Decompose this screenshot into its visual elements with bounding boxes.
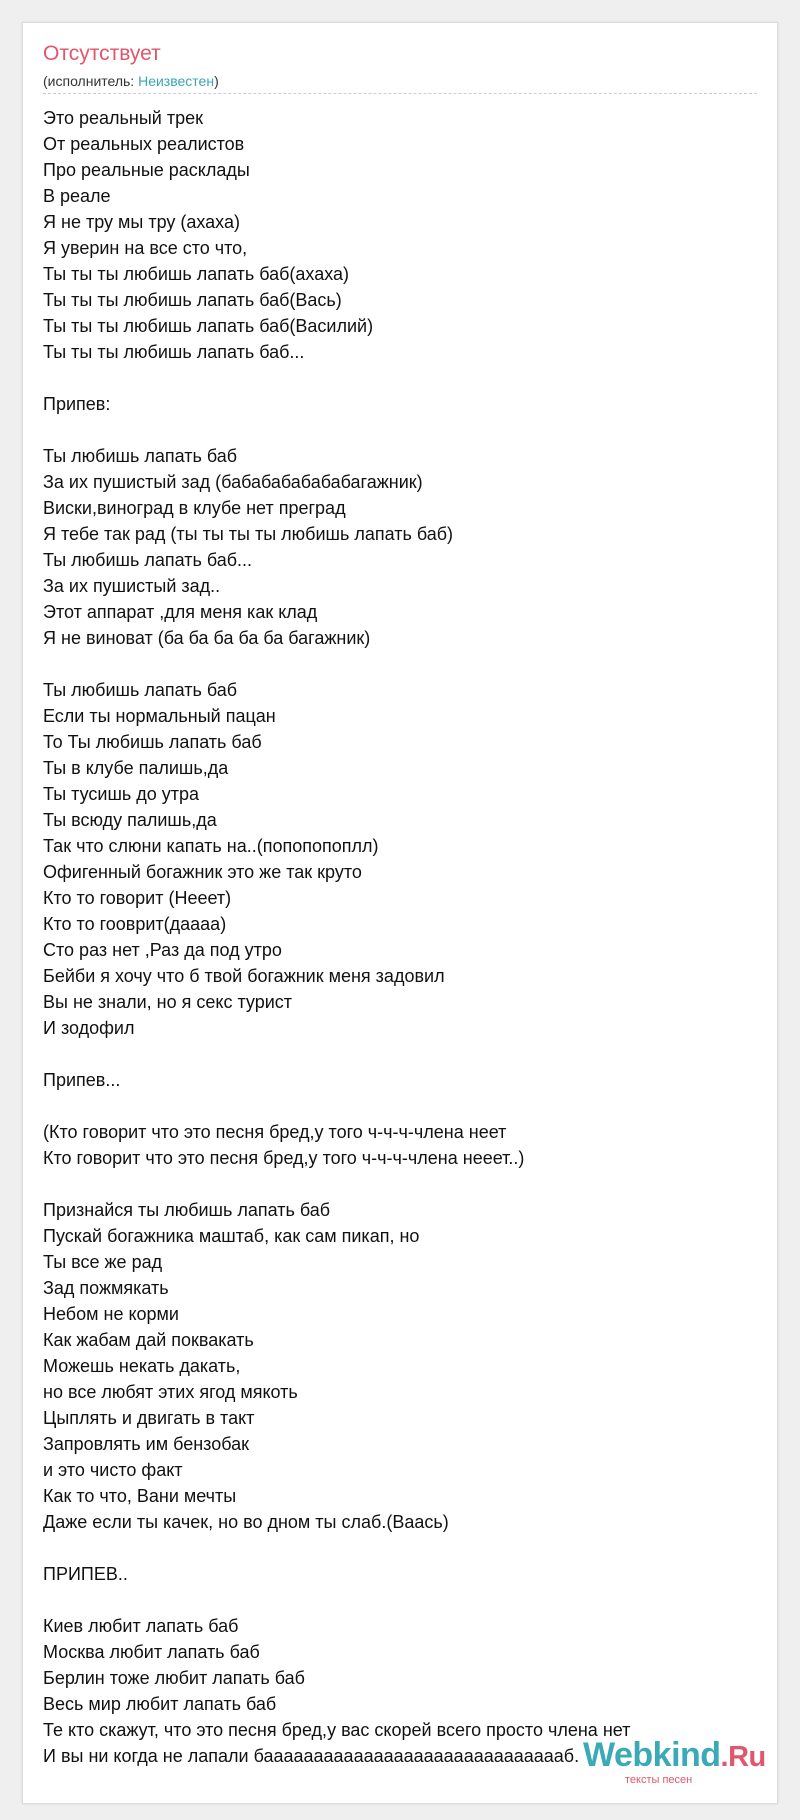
lyrics-card — [22, 22, 778, 1804]
lyric-line: Как то что, Вани мечты — [43, 1486, 237, 1506]
lyric-line: Можешь некать дакать, — [43, 1356, 241, 1376]
lyric-line: Если ты нормальный пацан — [43, 706, 276, 726]
lyric-line — [43, 365, 757, 391]
lyric-line: И вы ни когда не лапали баaaaaaaaaaaaaaaaaaaaaaaaaaaaaaб. — [43, 1746, 580, 1766]
lyric-line: Берлин тоже любит лапать баб — [43, 1668, 305, 1688]
lyric-line: Вы не знали, но я секс турист — [43, 992, 293, 1012]
logo-domain: .Ru — [720, 1741, 766, 1773]
lyric-line: За их пушистый зад.. — [43, 576, 221, 596]
artist-suffix: ) — [214, 73, 219, 89]
lyric-line: Киев любит лапать баб — [43, 1616, 239, 1636]
lyric-line: Это реальный трек — [43, 108, 203, 128]
lyric-line: (Кто говорит что это песня бред,у того ч-ч-ч-члена неет — [43, 1122, 507, 1142]
lyric-line — [43, 1093, 757, 1119]
lyric-line: Про реальные расклады — [43, 160, 250, 180]
lyric-line: Ты любишь лапать баб — [43, 446, 238, 466]
artist-line — [43, 73, 219, 89]
lyric-line: Ты ты ты любишь лапать баб(Вась) — [43, 290, 342, 310]
lyric-line: Ты ты ты любишь лапать баб... — [43, 342, 305, 362]
lyric-line: Припев... — [43, 1070, 121, 1090]
lyric-line: Сто раз нет ,Раз да под утро — [43, 940, 282, 960]
lyric-line: Кто то гоoврит(даааа) — [43, 914, 227, 934]
lyric-line: Я уверин на все сто что, — [43, 238, 248, 258]
lyric-line: ПРИПЕВ.. — [43, 1564, 128, 1584]
lyric-line: Ты тусишь до утра — [43, 784, 200, 804]
lyric-line: Припев: — [43, 394, 111, 414]
lyric-line: В реале — [43, 186, 111, 206]
lyric-line: Ты ты ты любишь лапать баб(ахаха) — [43, 264, 350, 284]
lyric-line: Кто то говорит (Нееет) — [43, 888, 232, 908]
lyric-line: За их пушистый зад (бабабабабабабагажник) — [43, 472, 423, 492]
webkind-logo[interactable] — [583, 1738, 766, 1772]
lyric-line: Как жабам дай поквакать — [43, 1330, 254, 1350]
lyric-line: Ты любишь лапать баб... — [43, 550, 253, 570]
lyric-line: Зад пожмякать — [43, 1278, 169, 1298]
lyric-line — [43, 1171, 757, 1197]
lyric-line: Весь мир любит лапать баб — [43, 1694, 277, 1714]
lyric-line: Ты ты ты любишь лапать баб(Василий) — [43, 316, 374, 336]
lyric-line: Ты в клубе палишь,да — [43, 758, 229, 778]
logo-brand: Webkind — [583, 1736, 721, 1774]
lyric-line — [43, 1535, 757, 1561]
lyric-line: Кто говорит что это песня бред,у того ч-ч-ч-члена нееет..) — [43, 1148, 525, 1168]
song-title: Отсутствует — [43, 42, 161, 65]
lyric-line: Ты всюду палишь,да — [43, 810, 217, 830]
lyric-line: Ты любишь лапать баб — [43, 680, 238, 700]
lyric-line: Я тебе так рад (ты ты ты ты любишь лапать баб) — [43, 524, 454, 544]
lyric-line: Этот аппарат ,для меня как клад — [43, 602, 318, 622]
logo-tagline: тексты песен — [625, 1774, 693, 1786]
lyric-line — [43, 1587, 757, 1613]
lyric-line — [43, 1041, 757, 1067]
lyric-line: Запровлять им бензобак — [43, 1434, 250, 1454]
artist-prefix: (исполнитель: — [43, 73, 139, 89]
title-divider — [43, 93, 757, 94]
lyric-line: Я не тру мы тру (ахаха) — [43, 212, 240, 232]
lyric-line: Бейби я хочу что б твой богажник меня задовил — [43, 966, 445, 986]
artist-link[interactable]: Неизвестен — [138, 73, 215, 89]
lyric-line: От реальных реалистов — [43, 134, 245, 154]
lyric-line: Так что слюни капать на..(попопопоплл) — [43, 836, 379, 856]
lyric-line: И зодофил — [43, 1018, 135, 1038]
lyric-line: Пускай богажника маштаб, как сам пикап, но — [43, 1226, 420, 1246]
lyric-line: Цыплять и двигать в такт — [43, 1408, 255, 1428]
lyric-line: Небом не корми — [43, 1304, 179, 1324]
lyric-line: То Ты любишь лапать баб — [43, 732, 262, 752]
lyric-line: Признайся ты любишь лапать баб — [43, 1200, 331, 1220]
lyrics-text — [43, 105, 757, 1769]
lyric-line — [43, 417, 757, 443]
lyric-line: Я не виноват (ба ба ба ба ба багажник) — [43, 628, 371, 648]
lyric-line: Виски,виноград в клубе нет преград — [43, 498, 346, 518]
lyric-line: Те кто скажут, что это песня бред,у вас скорей всего просто члена нет — [43, 1720, 631, 1740]
lyric-line: Ты все же рад — [43, 1252, 163, 1272]
lyric-line: Москва любит лапать баб — [43, 1642, 260, 1662]
lyric-line — [43, 651, 757, 677]
lyric-line: Офигенный богажник это же так круто — [43, 862, 362, 882]
lyric-line: Даже если ты качек, но во дном ты слаб.(Ваась) — [43, 1512, 449, 1532]
lyric-line: и это чисто факт — [43, 1460, 183, 1480]
lyric-line: но все любят этих ягод мякоть — [43, 1382, 298, 1402]
